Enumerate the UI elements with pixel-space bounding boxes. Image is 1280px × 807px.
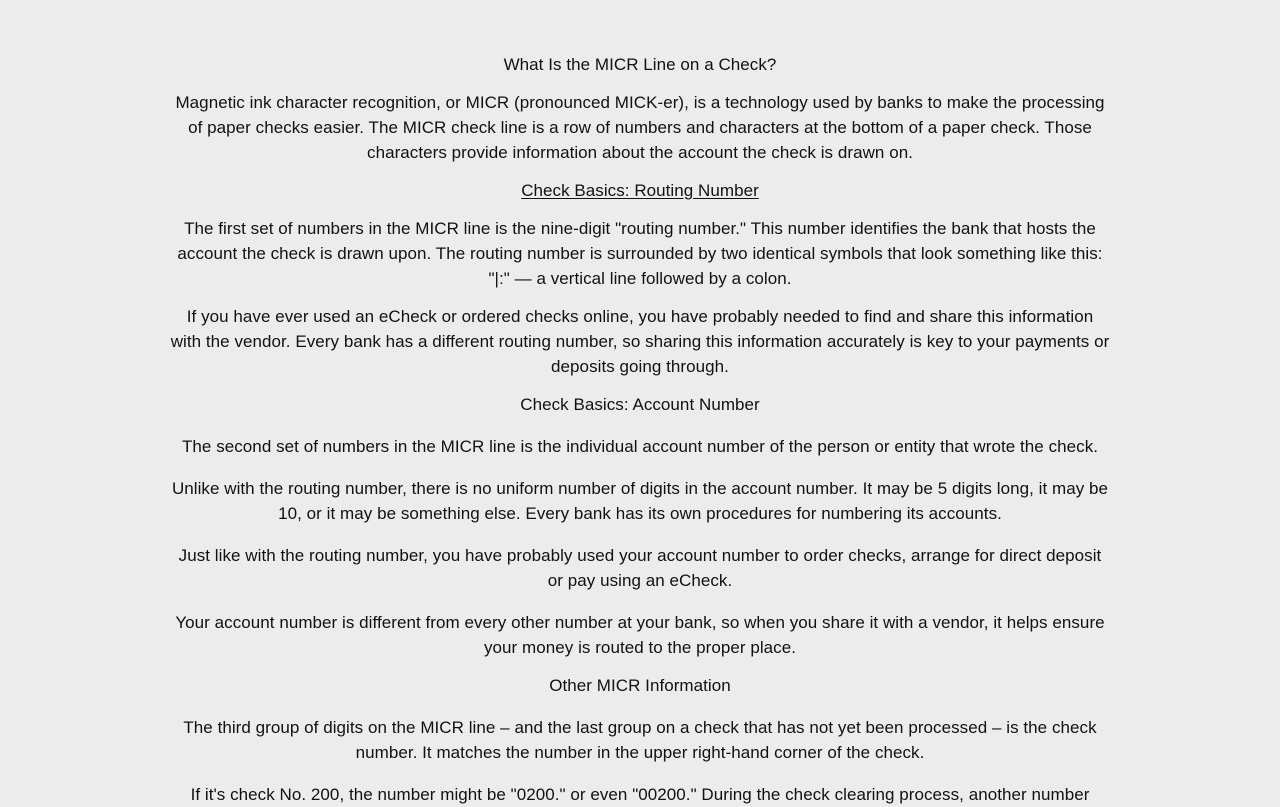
- intro-paragraph: Magnetic ink character recognition, or MICR (pronounced MICK-er), is a technology used by banks to make the processing of paper checks easier. The MICR check line is a row of numbers and characters at the bottom of a paper check. Those characters provide information about the account the check is drawn on.: [175, 93, 1105, 162]
- other-paragraph-2: If it's check No. 200, the number might be "0200." or even "00200." During the check clearing process, another number: [190, 785, 1090, 804]
- routing-number-heading[interactable]: [170, 178, 1110, 203]
- account-paragraph-4: Your account number is different from every other number at your bank, so when you share it with a vendor, it helps ensure your money is routed to the proper place.: [175, 613, 1105, 657]
- other-paragraph-1: The third group of digits on the MICR line – and the last group on a check that has not yet been processed – is the check number. It matches the number in the upper right-hand corner of the check.: [183, 718, 1097, 762]
- account-number-heading: Check Basics: Account Number: [520, 395, 760, 414]
- account-paragraph-3: Just like with the routing number, you have probably used your account number to order checks, arrange for direct deposit or pay using an eCheck.: [178, 546, 1102, 590]
- routing-number-link[interactable]: Check Basics: Routing Number: [521, 181, 759, 200]
- account-paragraph-1: The second set of numbers in the MICR line is the individual account number of the person or entity that wrote the check.: [181, 437, 1099, 456]
- routing-paragraph-2: If you have ever used an eCheck or ordered checks online, you have probably needed to find and share this information with the vendor. Every bank has a different routing number, so sharing this information accurately is key to your payments or deposits going through.: [170, 307, 1110, 376]
- routing-paragraph-1: The first set of numbers in the MICR line is the nine-digit "routing number." This number identifies the bank that hosts the account the check is drawn upon. The routing number is surrounded by two identical symbols that look something like this: "|:" — a vertical line followed by a colon.: [177, 219, 1103, 288]
- other-micr-heading: Other MICR Information: [549, 676, 731, 695]
- article-title: What Is the MICR Line on a Check?: [503, 55, 777, 74]
- account-paragraph-2: Unlike with the routing number, there is no uniform number of digits in the account number. It may be 5 digits long, it may be 10, or it may be something else. Every bank has its own procedures for numbering its accounts.: [171, 479, 1109, 523]
- article: [170, 52, 1110, 807]
